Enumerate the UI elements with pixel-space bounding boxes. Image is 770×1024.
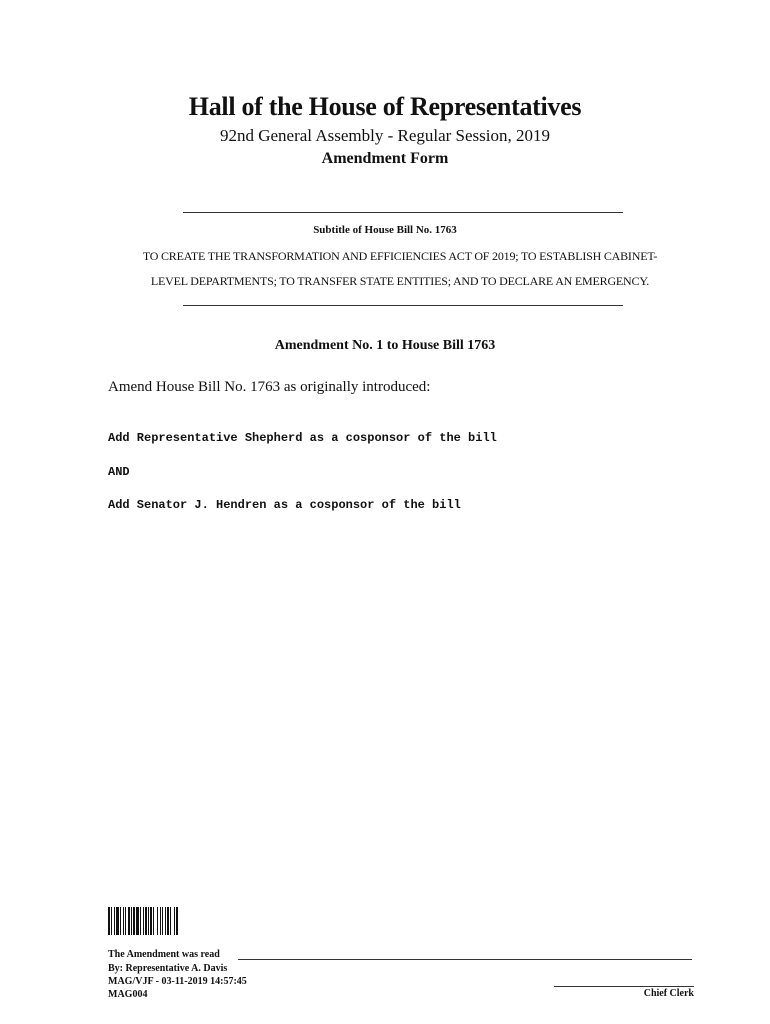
subtitle-body xyxy=(100,244,700,294)
subtitle-heading: Subtitle of House Bill No. 1763 xyxy=(313,224,457,236)
form-name: Amendment Form xyxy=(321,150,449,167)
amendment-intro: Amend House Bill No. 1763 as originally introduced: xyxy=(108,379,431,395)
sponsor-line: By: Representative A. Davis xyxy=(108,963,228,974)
document-title: Hall of the House of Representatives xyxy=(188,92,582,121)
amendment-line-2: AND xyxy=(108,465,130,479)
divider-top xyxy=(183,212,623,213)
assembly-session: 92nd General Assembly - Regular Session, 2019 xyxy=(219,126,551,145)
amendment-line-3: Add Senator J. Hendren as a cosponsor of the bill xyxy=(108,498,461,512)
amendment-read-label: The Amendment was read xyxy=(108,949,220,960)
subtitle-line-1: TO CREATE THE TRANSFORMATION AND EFFICIENCIES ACT OF 2019; TO ESTABLISH CABINET- xyxy=(142,249,658,263)
amendment-line-1: Add Representative Shepherd as a cosponsor of the bill xyxy=(108,431,497,445)
subtitle-line-2: LEVEL DEPARTMENTS; TO TRANSFER STATE ENTITIES; AND TO DECLARE AN EMERGENCY. xyxy=(150,274,650,288)
barcode-icon xyxy=(108,907,200,935)
clerk-signature-line xyxy=(554,986,694,987)
amendment-id: MAG004 xyxy=(108,989,148,1000)
amendment-heading: Amendment No. 1 to House Bill 1763 xyxy=(274,338,496,353)
chief-clerk-label: Chief Clerk xyxy=(643,988,694,999)
read-signature-line xyxy=(238,959,692,960)
divider-bottom xyxy=(183,305,623,306)
drafter-code: MAG/VJF - 03-11-2019 14:57:45 xyxy=(108,976,247,987)
